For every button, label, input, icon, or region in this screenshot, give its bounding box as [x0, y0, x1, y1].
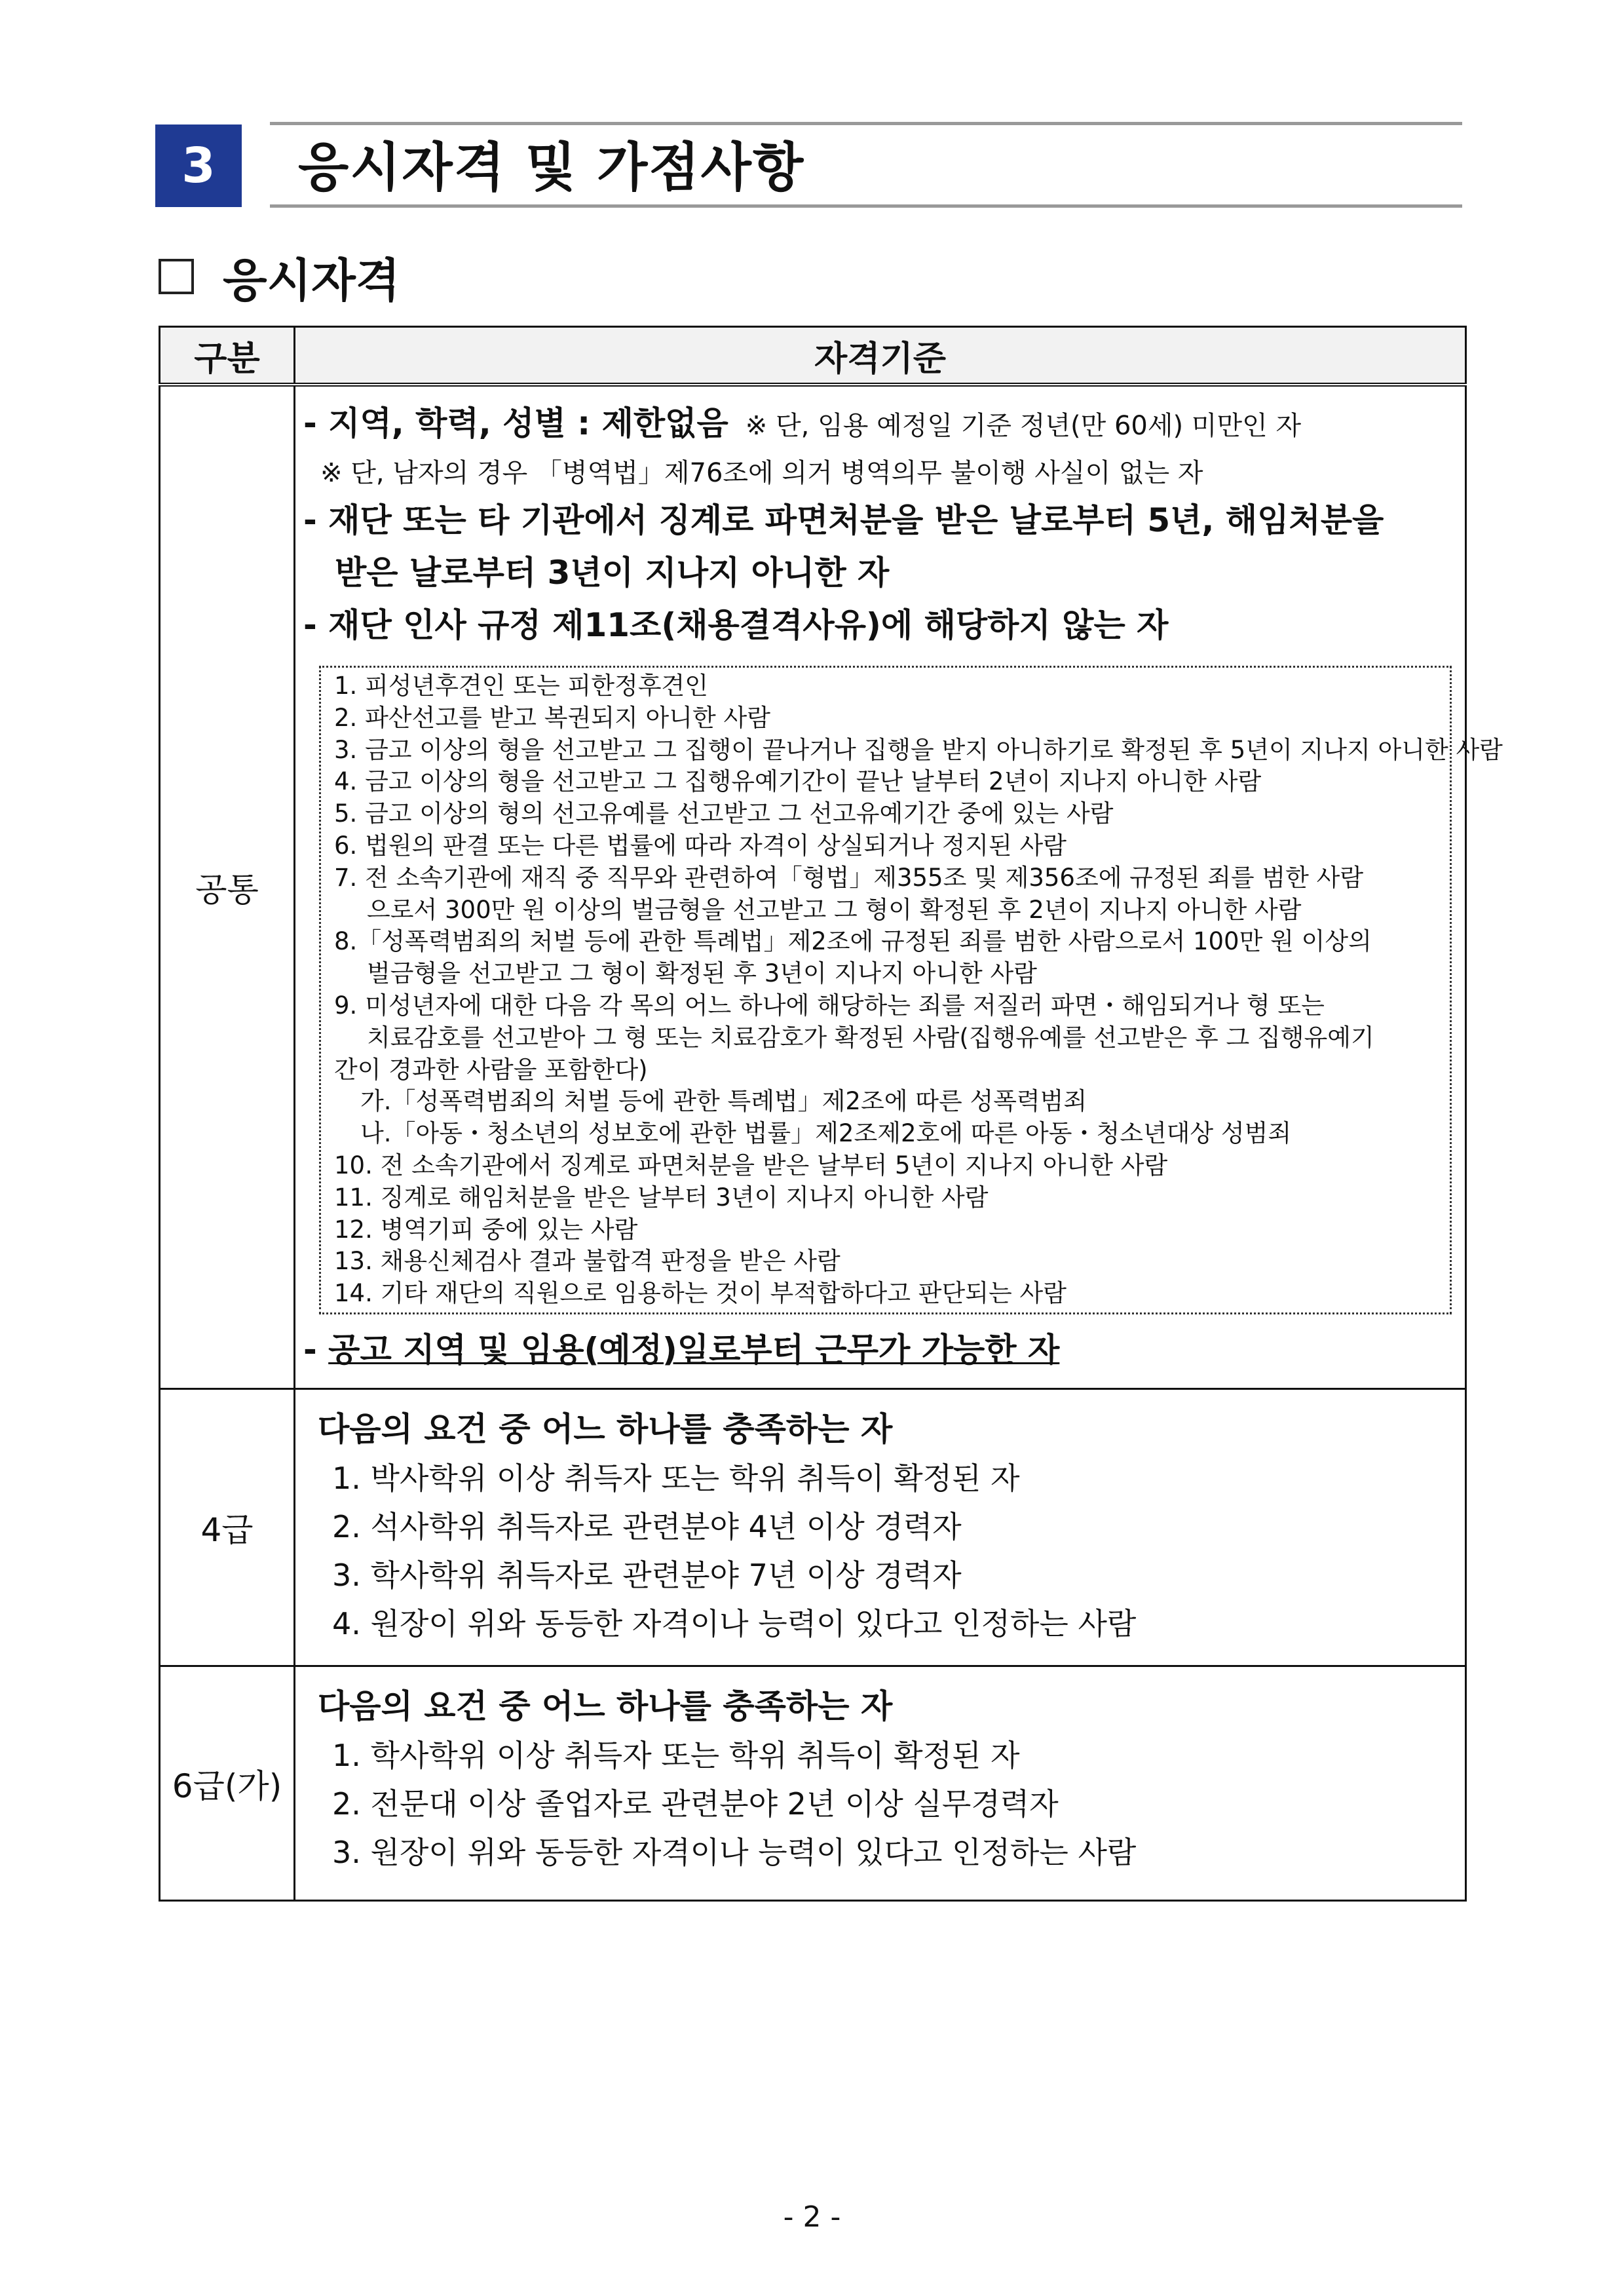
criteria-grade4	[295, 1389, 1466, 1666]
list-item: 1. 학사학위 이상 취득자 또는 학위 취득이 확정된 자	[332, 1738, 1020, 1773]
list-item: 3. 학사학위 취득자로 관련분야 7년 이상 경력자	[332, 1558, 962, 1593]
no-restriction-line	[295, 397, 1465, 452]
bottom-rule	[270, 204, 1462, 208]
table-row-grade6	[160, 1666, 1466, 1901]
table-row-grade4	[160, 1389, 1466, 1666]
grade4-title: 다음의 요건 중 어느 하나를 충족하는 자	[318, 1410, 893, 1448]
header-criteria: 자격기준	[295, 327, 1466, 385]
section-number: 3	[155, 124, 242, 207]
criteria-grade6	[295, 1666, 1466, 1901]
category-grade6: 6급(가)	[160, 1666, 295, 1901]
category-common: 공통	[160, 385, 295, 1389]
discipline-line-2: 받은 날로부터 3년이 지나지 아니한 자	[335, 554, 890, 592]
disqualification-box	[319, 666, 1503, 1314]
list-item: 9. 미성년자에 대한 다음 각 목의 어느 하나에 해당하는 죄를 저질러 파면・해임되거나 형 또는	[334, 991, 1325, 1020]
list-item: 5. 금고 이상의 형의 선고유예를 선고받고 그 선고유예기간 중에 있는 사람	[334, 799, 1114, 828]
list-item: 2. 석사학위 취득자로 관련분야 4년 이상 경력자	[332, 1509, 962, 1544]
checkbox-square-icon	[159, 259, 194, 294]
discipline-line-1: - 재단 또는 타 기관에서 징계로 파면처분을 받은 날로부터 5년, 해임처분을	[303, 501, 1384, 539]
workable-text: 공고 지역 및 임용(예정)일로부터 근무가 가능한 자	[328, 1330, 1060, 1369]
list-item: 10. 전 소속기관에서 징계로 파면처분을 받은 날부터 5년이 지나지 아니한 사람	[334, 1151, 1168, 1179]
list-item: 2. 전문대 이상 졸업자로 관련분야 2년 이상 실무경력자	[332, 1786, 1059, 1822]
list-item: 간이 경과한 사람을 포함한다)	[334, 1055, 648, 1084]
list-item: 2. 파산선고를 받고 복권되지 아니한 사람	[334, 703, 770, 732]
retirement-note: ※ 단, 임용 예정일 기준 정년(만 60세) 미만인 자	[745, 411, 1302, 441]
subsection-heading	[159, 250, 400, 307]
list-item: 벌금형을 선고받고 그 형이 확정된 후 3년이 지나지 아니한 사람	[367, 959, 1037, 988]
list-item: 으로서 300만 원 이상의 벌금형을 선고받고 그 형이 확정된 후 2년이 지나지 아니한 사람	[367, 895, 1302, 924]
list-item: 4. 금고 이상의 형을 선고받고 그 집행유예기간이 끝난 날부터 2년이 지나지 아니한 사람	[334, 767, 1262, 796]
header-category: 구분	[160, 327, 295, 385]
grade6-title: 다음의 요건 중 어느 하나를 충족하는 자	[318, 1687, 893, 1725]
workable-dash: -	[303, 1330, 329, 1369]
list-item: 1. 박사학위 이상 취득자 또는 학위 취득이 확정된 자	[332, 1461, 1020, 1496]
list-item: 7. 전 소속기관에 재직 중 직무와 관련하여「형법」제355조 및 제356조에 규정된 죄를 범한 사람	[334, 863, 1364, 892]
list-item: 8.「성폭력범죄의 처벌 등에 관한 특례법」제2조에 규정된 죄를 범한 사람으로서 100만 원 이상의	[334, 927, 1372, 956]
list-item: 3. 원장이 위와 동등한 자격이나 능력이 있다고 인정하는 사람	[332, 1835, 1137, 1870]
military-note: ※ 단, 남자의 경우 「병역법」제76조에 의거 병역의무 불이행 사실이 없는 자	[320, 458, 1203, 488]
list-item: 6. 법원의 판결 또는 다른 법률에 따라 자격이 상실되거나 정지된 사람	[334, 831, 1067, 860]
list-item: 가.「성폭력범죄의 처벌 등에 관한 특례법」제2조에 따른 성폭력범죄	[360, 1087, 1087, 1116]
list-item: 13. 채용신체검사 결과 불합격 판정을 받은 사람	[334, 1247, 840, 1276]
no-restriction-text: - 지역, 학력, 성별 : 제한없음	[303, 404, 728, 442]
list-item: 치료감호를 선고받아 그 형 또는 치료감호가 확정된 사람(집행유예를 선고받은 후 그 집행유예기	[367, 1023, 1374, 1052]
top-rule	[270, 122, 1462, 125]
subsection-title: 응시자격	[223, 253, 400, 307]
regulation-line: - 재단 인사 규정 제11조(채용결격사유)에 해당하지 않는 자	[303, 606, 1169, 644]
criteria-common	[295, 385, 1503, 1389]
qualification-table	[159, 326, 1503, 1902]
list-item: 12. 병역기피 중에 있는 사람	[334, 1215, 638, 1244]
list-item: 나.「아동・청소년의 성보호에 관한 법률」제2조제2호에 따른 아동・청소년대상 성범죄	[360, 1119, 1292, 1148]
table-row-common	[160, 385, 1466, 1389]
category-grade4: 4급	[160, 1389, 295, 1666]
list-item: 3. 금고 이상의 형을 선고받고 그 집행이 끝나거나 집행을 받지 아니하기로 확정된 후 5년이 지나지 아니한 사람	[334, 735, 1503, 764]
page-number: - 2 -	[783, 2200, 841, 2234]
section-title: 응시자격 및 가점사항	[298, 137, 805, 198]
list-item: 11. 징계로 해임처분을 받은 날부터 3년이 지나지 아니한 사람	[334, 1183, 989, 1212]
list-item: 14. 기타 재단의 직원으로 임용하는 것이 부적합하다고 판단되는 사람	[334, 1279, 1067, 1308]
list-item: 4. 원장이 위와 동등한 자격이나 능력이 있다고 인정하는 사람	[332, 1606, 1137, 1641]
workable-line	[295, 1324, 1465, 1376]
list-item: 1. 피성년후견인 또는 피한정후견인	[334, 672, 708, 700]
table-header-row	[160, 327, 1466, 385]
